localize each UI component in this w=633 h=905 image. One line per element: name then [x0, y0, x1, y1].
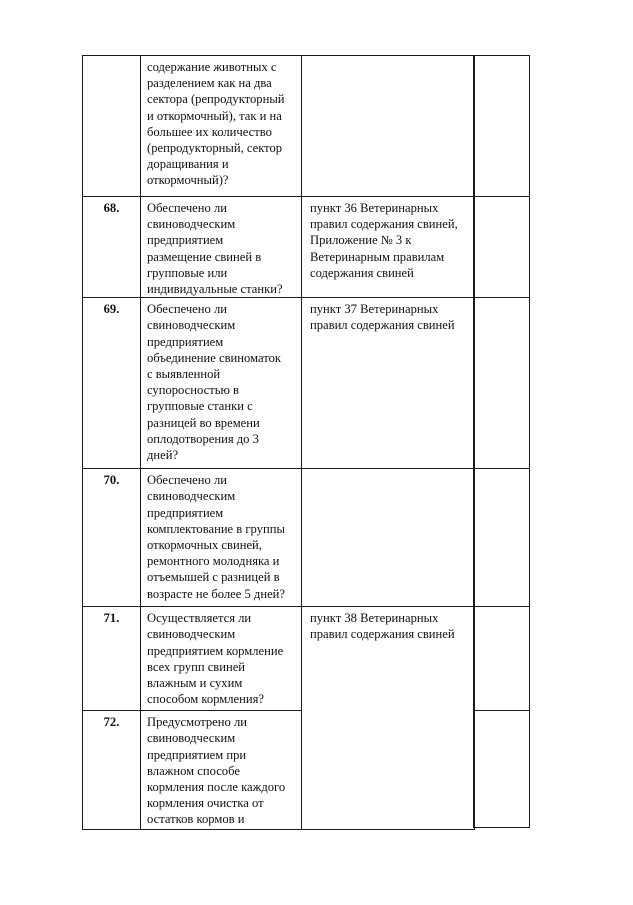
answer-row-separator	[474, 468, 529, 469]
question-cell	[141, 197, 302, 298]
question-cell	[141, 711, 302, 830]
table-row	[83, 56, 475, 197]
question-cell	[141, 298, 302, 469]
table-row	[83, 298, 475, 469]
question-text: содержание животных с разделением как на два сектора (репродукторный и откормочный), так и на большее их количество (репродукторный, сектор доращивания и откормочный)?	[147, 60, 285, 188]
row-number: 72.	[83, 711, 141, 830]
row-number: 70.	[83, 469, 141, 607]
question-text: Обеспечено ли свиноводческим предприятием комплектование в группы откормочных свиней, ремонтного молодняка и отъемышей с разницей в возрасте не более 5 дней?	[147, 473, 285, 601]
row-number: 68.	[83, 197, 141, 298]
row-number	[83, 56, 141, 197]
row-number: 71.	[83, 607, 141, 711]
question-text: Обеспечено ли свиноводческим предприятием объединение свиноматок с выявленной супоросностью в групповые станки с разницей во времени оплодотворения до 3 дней?	[147, 302, 281, 463]
reference-text: пункт 37 Ветеринарных правил содержания свиней	[310, 302, 455, 333]
answer-row-separator	[474, 196, 529, 197]
row-number: 69.	[83, 298, 141, 469]
answer-row-separator	[474, 710, 529, 711]
table-row	[83, 197, 475, 298]
reference-cell	[302, 56, 475, 197]
table-row	[83, 607, 475, 711]
reference-cell	[302, 298, 475, 469]
question-cell	[141, 607, 302, 711]
question-text: Обеспечено ли свиноводческим предприятием размещение свиней в групповые или индивидуальные станки?	[147, 201, 283, 297]
reference-cell	[302, 197, 475, 298]
answer-row-separator	[474, 606, 529, 607]
question-cell	[141, 56, 302, 197]
reference-cell	[302, 469, 475, 607]
answer-column	[473, 55, 530, 828]
question-text: Осуществляется ли свиноводческим предприятием кормление всех групп свиней влажным и сухим способом кормления?	[147, 611, 284, 707]
question-cell	[141, 469, 302, 607]
checklist-table	[82, 55, 475, 830]
reference-text: пункт 38 Ветеринарных правил содержания свиней	[310, 611, 455, 642]
reference-cell	[302, 607, 475, 830]
reference-text: пункт 36 Ветеринарных правил содержания свиней, Приложение № 3 к Ветеринарным правилам содержания свиней	[310, 201, 458, 280]
table-row	[83, 469, 475, 607]
question-text: Предусмотрено ли свиноводческим предприятием при влажном способе кормления после каждого кормления очистка от остатков кормов и	[147, 715, 286, 827]
answer-row-separator	[474, 297, 529, 298]
